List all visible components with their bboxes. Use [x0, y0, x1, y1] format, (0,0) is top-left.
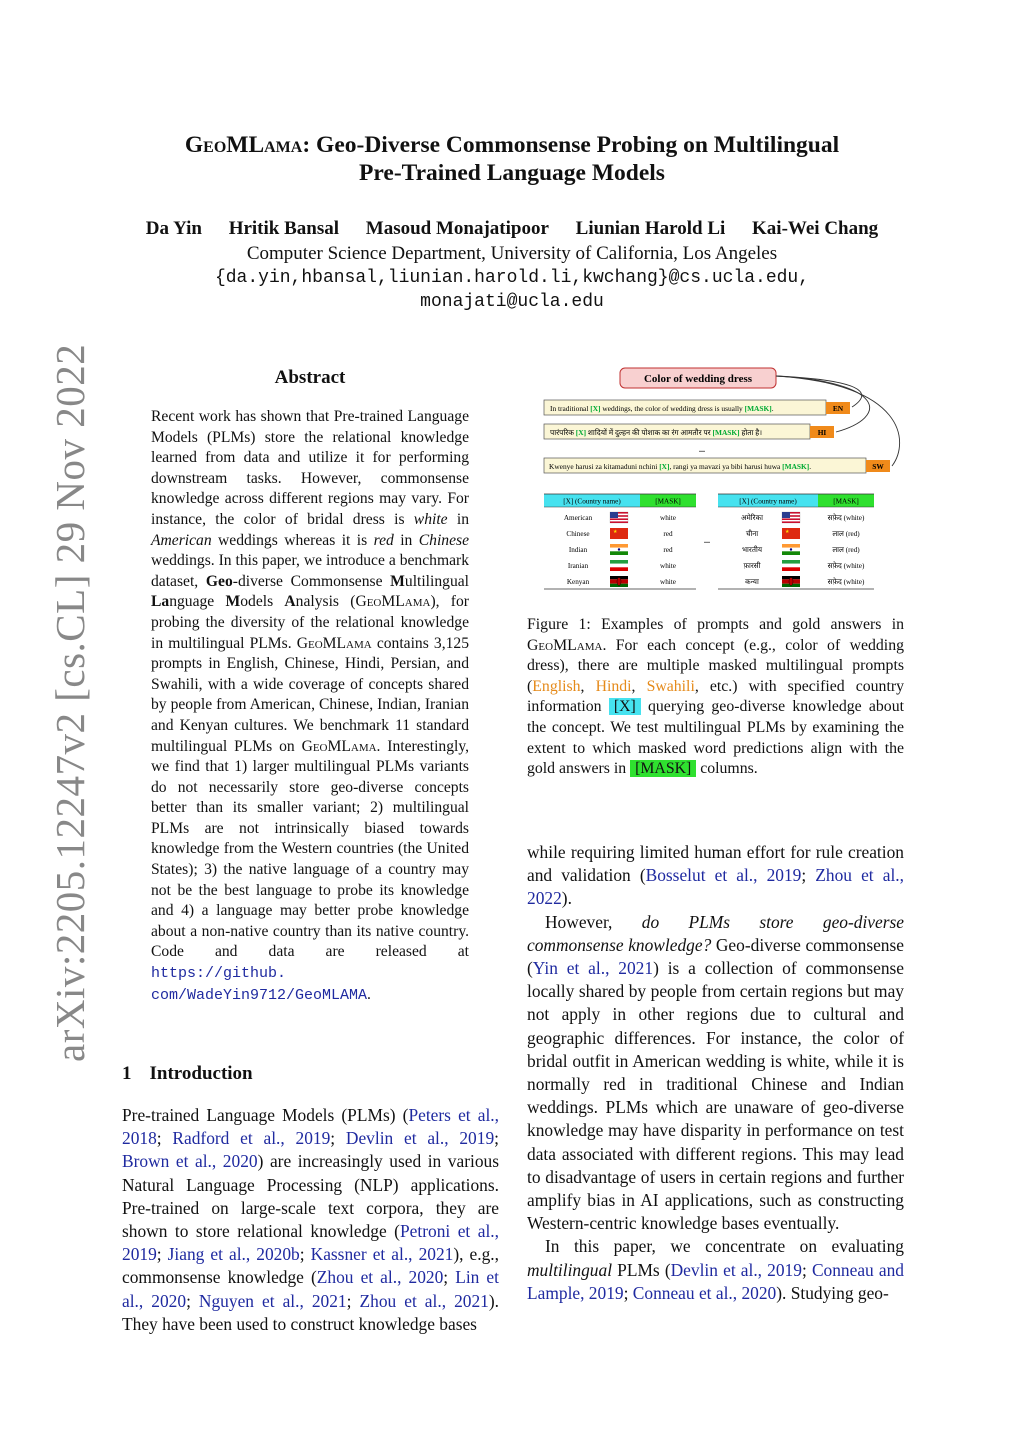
svg-text:...: ...: [704, 536, 710, 545]
citation[interactable]: Devlin et al., 2019: [670, 1259, 802, 1280]
svg-text:white: white: [660, 514, 676, 522]
author-list: [60, 218, 964, 240]
svg-text:[MASK]: [MASK]: [655, 497, 681, 506]
svg-text:white: white: [660, 578, 676, 586]
arrow: [776, 376, 900, 466]
svg-text:...: ...: [699, 445, 705, 454]
author: Kai-Wei Chang: [752, 218, 879, 239]
right-table-row: [742, 544, 860, 555]
svg-text:★: ★: [613, 530, 618, 535]
citation[interactable]: Conneau et al., 2020: [632, 1282, 777, 1303]
citation[interactable]: Zhou et al., 2020: [316, 1267, 444, 1288]
right-table-row: [745, 576, 865, 587]
left-table-row: [564, 512, 676, 523]
svg-text:Iranian: Iranian: [567, 562, 589, 570]
svg-text:कन्या: कन्या: [745, 578, 759, 586]
svg-text:In traditional [X] weddings, t: In traditional [X] weddings, the color of wedding dress is usually [MASK].: [550, 404, 774, 413]
intro-paragraph: Pre-trained Language Models (PLMs) (Peters et al., 2018; Radford et al., 2019; Devlin et al., 2019; Brown et al., 2020) are increasingly used in various Natural Language Processing (NLP) applications. Pre-trained on large-scale text corpora, they are shown to store relational knowledge (Petroni et al., 2019; Jiang et al., 2020b; Kassner et al., 2021), e.g., commonsense knowledge (Zhou et al., 2020; Lin et al., 2020; Nguyen et al., 2021; Zhou et al., 2021). They have been used to construct knowledge bases: [122, 1105, 500, 1334]
svg-text:red: red: [663, 530, 673, 538]
arxiv-side-stamp: arXiv:2205.12247v2 [cs.CL] 29 Nov 2022: [47, 343, 93, 1062]
figure-caption: Figure 1: Examples of prompts and gold answers in GeoMLama. For each concept (e.g., color of wedding dress), there are multiple masked multilingual prompts (English, Hindi, Swahili, etc.) with specified country information [X] querying geo-diverse knowledge about the concept. We test multilingual PLMs by examining the extent to which masked word predictions align with the gold answers in [MASK] columns.: [527, 616, 904, 778]
citation[interactable]: Conneau and Lample, 2019: [527, 1259, 905, 1303]
us-flag-icon: [782, 512, 800, 523]
svg-text:HI: HI: [817, 428, 827, 437]
china-flag-icon: [782, 528, 800, 539]
citation[interactable]: Jiang et al., 2020b: [167, 1244, 300, 1265]
abstract-heading: Abstract: [274, 367, 346, 388]
right-table-row: [741, 512, 865, 523]
concept-label: Color of wedding dress: [643, 373, 753, 385]
svg-text:सफ़ेद (white): सफ़ेद (white): [827, 514, 865, 522]
china-flag-icon: [610, 528, 628, 539]
svg-text:[X] (Country name): [X] (Country name): [563, 497, 621, 506]
citation[interactable]: Kassner et al., 2021: [310, 1244, 454, 1265]
svg-text:लाल (red): लाल (red): [832, 530, 860, 538]
iran-flag-icon: [782, 560, 800, 571]
author: Liunian Harold Li: [575, 218, 726, 239]
svg-text:सफ़ेद (white): सफ़ेद (white): [827, 578, 865, 586]
author: Masoud Monajatipoor: [365, 218, 549, 239]
citation[interactable]: Zhou et al., 2022: [527, 865, 904, 909]
paper-title: GeoMLama: Geo-Diverse Commonsense Probing on Multilingual Pre-Trained Language Models: [184, 132, 840, 186]
author: Da Yin: [145, 218, 202, 239]
svg-text:Indian: Indian: [568, 546, 588, 554]
us-flag-icon: [610, 512, 628, 523]
kenya-flag-icon: [782, 576, 800, 587]
citation[interactable]: Bosselut et al., 2019: [645, 865, 802, 886]
section-heading-introduction: 1 Introduction: [122, 1063, 253, 1084]
svg-text:American: American: [563, 514, 593, 522]
svg-text:सफ़ेद (white): सफ़ेद (white): [827, 562, 865, 570]
kenya-flag-icon: [610, 576, 628, 587]
svg-text:EN: EN: [832, 404, 844, 413]
svg-text:★: ★: [785, 530, 790, 535]
citation[interactable]: Radford et al., 2019: [172, 1128, 331, 1149]
citation[interactable]: Peters et al., 2018: [122, 1105, 500, 1149]
svg-text:red: red: [663, 546, 673, 554]
svg-text:[MASK]: [MASK]: [833, 497, 859, 506]
intro-right-column: while requiring limited human effort for rule creation and validation (Bosselut et al., 2019; Zhou et al., 2022). However, do PLMs store geo-diverse commonsense knowledge? Geo-diverse commonsense (Yin et al., 2021) is a collection of commonsense locally shared by people from certain regions but may not apply in other regions due to cultural and geographic differences. For instance, the color of bridal outfit in American wedding is white, while it is normally red in traditional Chinese and Indian weddings. PLMs which are unaware of geo-diverse knowledge may have disparity in performance on test data associated with different regions. This may lead to disadvantage of users in certain regions and further amplify bias in AI applications, such as constructing Western-centric knowledge bases eventually. In this paper, we concentrate on evaluating multilingual PLMs (Devlin et al., 2019; Conneau and Lample, 2019; Conneau et al., 2020). Studying geo-: [527, 842, 905, 1303]
iran-flag-icon: [610, 560, 628, 571]
left-table-row: [566, 528, 673, 539]
left-table-row: [568, 560, 676, 571]
svg-text:Kwenye harusi za kitamaduni nc: Kwenye harusi za kitamaduni nchini [X], rangi ya mavazi ya bibi harusi huwa [MASK].: [549, 462, 812, 471]
svg-text:Chinese: Chinese: [566, 530, 590, 538]
author: Hritik Bansal: [228, 218, 340, 239]
email-line-1: {da.yin,hbansal,liunian.harold.li,kwchang}@cs.ucla.edu,: [214, 268, 810, 288]
citation[interactable]: Devlin et al., 2019: [345, 1128, 495, 1149]
right-table-row: [746, 528, 860, 539]
india-flag-icon: [610, 544, 628, 555]
figure-1: [530, 362, 910, 602]
svg-text:पारंपरिक [X] शादियों में दुल्ह: पारंपरिक [X] शादियों में दुल्हन की पोशाक का रंग आमतौर पर [MASK] होता है।: [550, 428, 763, 437]
svg-text:भारतीय: भारतीय: [742, 546, 762, 554]
citation[interactable]: Yin et al., 2021: [532, 958, 654, 979]
email-line-2: monajati@ucla.edu: [420, 292, 604, 312]
svg-text:white: white: [660, 562, 676, 570]
svg-text:Kenyan: Kenyan: [566, 578, 590, 586]
affiliation: Computer Science Department, University of California, Los Angeles: [246, 243, 778, 264]
left-table-row: [567, 576, 676, 587]
code-link[interactable]: https://github. com/WadeYin9712/GeoMLAMA: [151, 965, 368, 1004]
svg-text:चीना: चीना: [745, 530, 759, 538]
citation[interactable]: Petroni et al., 2019: [122, 1221, 500, 1265]
abstract-body: Recent work has shown that Pre-trained Language Models (PLMs) store the relational knowledge learned from data and utilize it for performing downstream tasks. However, commonsense knowledge across different regions may vary. For instance, the color of bridal dress is white in American weddings whereas it is red in Chinese weddings. In this paper, we introduce a benchmark dataset, Geo-diverse Commonsense Multilingual Language Models Analysis (GeoMLama), for probing the diversity of the relational knowledge in multilingual PLMs. GeoMLama contains 3,125 prompts in English, Chinese, Hindi, Persian, and Swahili, with a wide coverage of concepts shared by people from American, Chinese, Indian, Iranian and Kenyan cultures. We benchmark 11 standard multilingual PLMs on GeoMLama. Interestingly, we find that 1) larger multilingual PLMs variants do not necessarily store geo-diverse concepts better than its smaller variant; 2) multilingual PLMs are not intrinsically biased towards knowledge from the Western countries (the United States); 3) the native language of a country may not be the best language to probe its knowledge and 4) a language may better probe knowledge about a non-native country than its native country. Code and data are released at https://github. com/WadeYin9712/GeoMLAMA.: [151, 408, 470, 1004]
citation[interactable]: Zhou et al., 2021: [359, 1290, 489, 1311]
svg-text:अमेरिका: अमेरिका: [741, 514, 763, 522]
left-table-row: [569, 544, 673, 555]
right-table-row: [743, 560, 865, 571]
svg-text:[X] (Country name): [X] (Country name): [739, 497, 797, 506]
citation[interactable]: Lin et al., 2020: [122, 1267, 499, 1311]
svg-text:लाल (red): लाल (red): [832, 546, 860, 554]
svg-text:SW: SW: [872, 462, 884, 471]
citation[interactable]: Nguyen et al., 2021: [198, 1290, 347, 1311]
citation[interactable]: Brown et al., 2020: [122, 1151, 258, 1172]
svg-text:फ़ारसी: फ़ारसी: [743, 562, 761, 570]
india-flag-icon: [782, 544, 800, 555]
